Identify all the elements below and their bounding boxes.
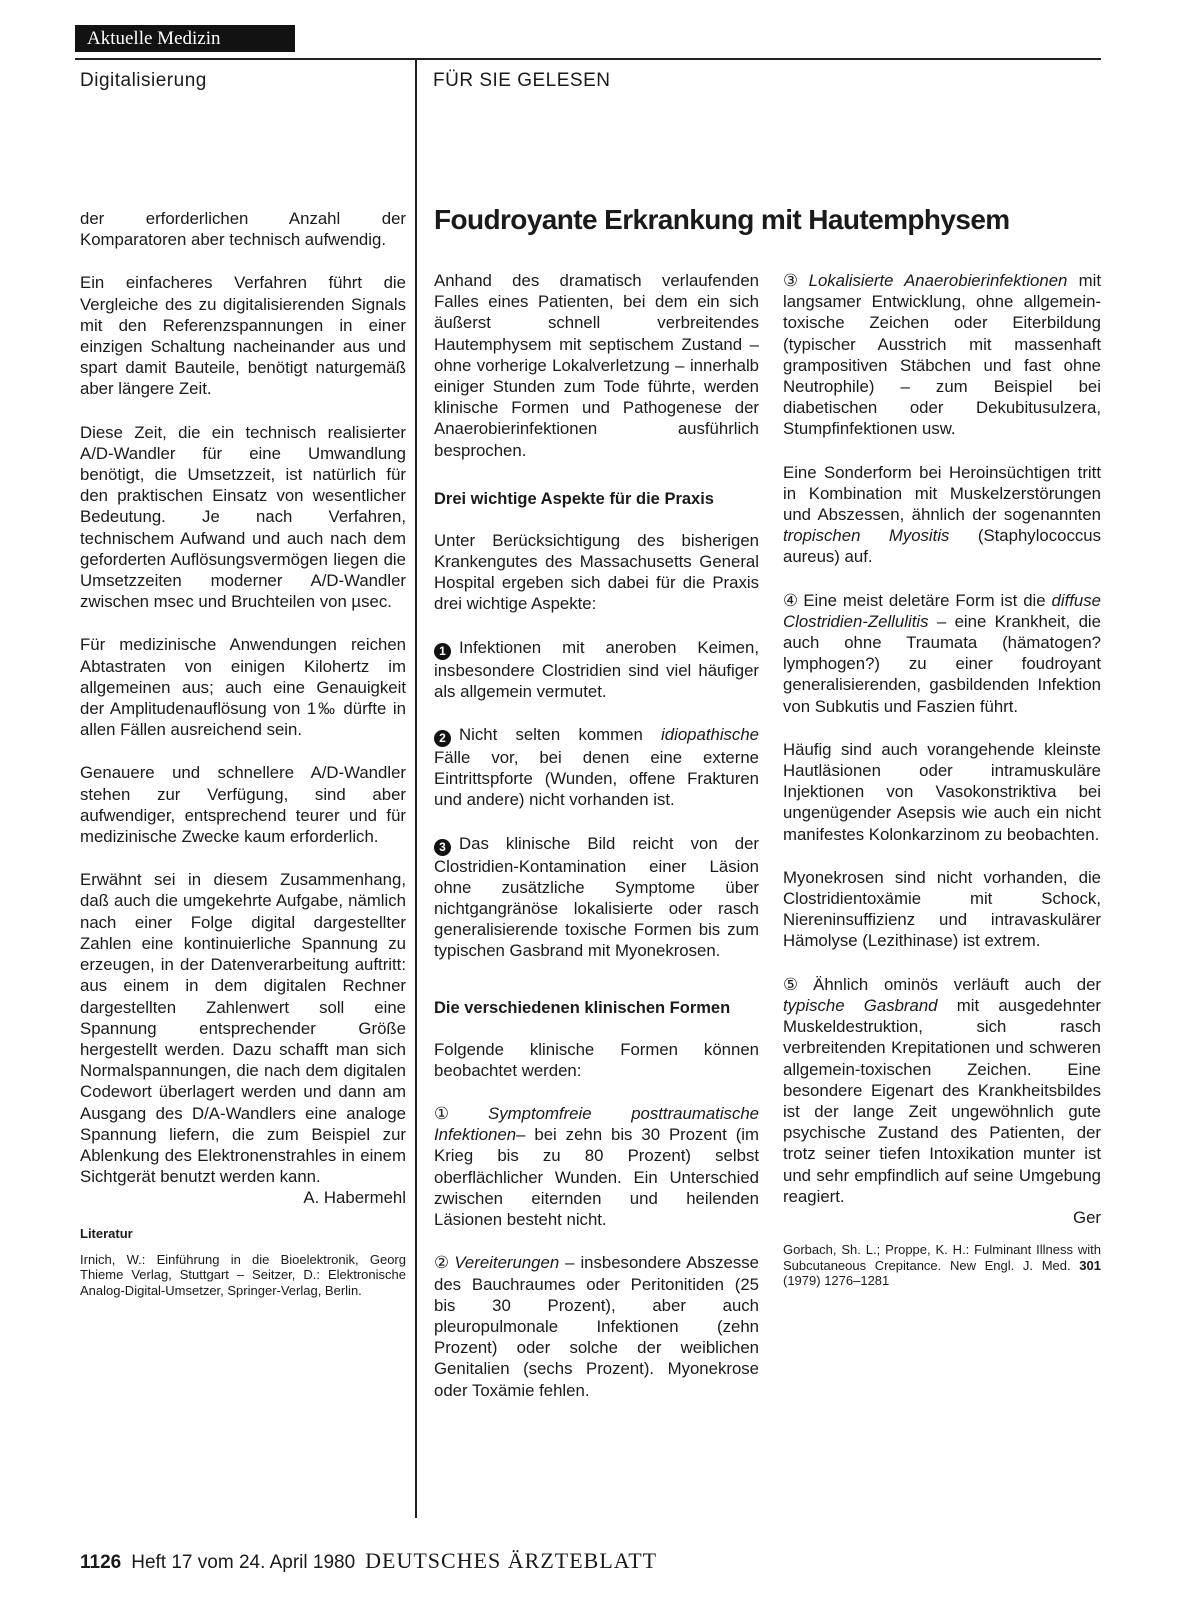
aspect-item-3: 3 Das klinische Bild reicht von der Clostridien-Kontamination einer Läsion ohne zusätzliche Symptome über nichtgangränöse lokalisierte oder rasch generalisierende toxische Formen bis zum typischen Gasbrand mit Myonekrosen. — [434, 833, 759, 961]
circled-number-icon: ④ — [783, 590, 800, 610]
paragraph: Erwähnt sei in diesem Zusammenhang, daß auch die umgekehrte Aufgabe, nämlich nach einer Folge digital dargestellter Zahlen eine kontinuierliche Spannung zu erzeugen, in der Datenverarbeitung auftritt: aus einem in dem digitalen Rechner dargestellten Zahlenwert soll eine Spannung entsprechender Größe hergestellt werden. Dazu schafft man sich Normalspannungen, die nach dem digitalen Codewort überlagert werden und dann am Ausgang des D/A-Wandlers eine analoge Spannung liefern, die zum Beispiel zur Ablenkung des Elektronenstrahles in einem Sichtgerät benutzt werden kann. — [80, 870, 406, 1187]
article-column-2 — [783, 270, 1101, 1311]
literature-heading: Literatur — [80, 1225, 133, 1241]
form-item-1: ① Symptomfreie posttraumatische Infektionen– bei zehn bis 30 Prozent (im Krieg bis zu 80 Prozent) selbst oberflächlicher Wunden. Ein Unterschied zwischen eiternden und heilenden Läsionen besteht nicht. — [434, 1104, 760, 1230]
subheading-forms: Die verschiedenen klinischen Formen — [434, 998, 731, 1017]
form-item-5: ⑤ Ähnlich ominös verläuft auch der typische Gasbrand mit ausgedehnter Muskeldestruktion, sich rasch verbreitenden Krepitationen und schweren allgemein-toxischen Zeichen. Eine besondere Eigenart des Krankheitsbildes ist der lange Zeit ungewöhnlich gute psychische Zustand des Patienten, der trotz seiner tiefen Intoxikation munter ist und sehr empfindlich auf seine Umgebung reagiert. — [783, 974, 1102, 1206]
journal-name: DEUTSCHES ÄRZTEBLATT — [365, 1548, 658, 1573]
paragraph: Myonekrosen sind nicht vorhanden, die Clostridientoxämie mit Schock, Niereninsuffizienz und intravaskulärer Hämolyse (Lezithinase) ist extrem. — [783, 867, 1101, 951]
circled-number-icon: ③ — [783, 271, 805, 290]
literature-text: Irnich, W.: Einführung in die Bioelektronik, Georg Thieme Verlag, Stuttgart – Seitzer, D.: Elektronische Analog-Digital-Umsetzer, Springer-Verlag, Berlin. — [80, 1251, 406, 1298]
paragraph: Genauere und schnellere A/D-Wandler stehen zur Verfügung, sind aber aufwendiger, entsprechend teurer und für medizinische Zwecke kaum erforderlich. — [80, 763, 406, 847]
bullet-number-icon: 2 — [434, 730, 451, 747]
column-digitalisierung — [80, 208, 406, 1320]
subheading-aspects: Drei wichtige Aspekte für die Praxis — [434, 489, 714, 508]
circled-number-icon: ① — [434, 1104, 485, 1124]
form-item-2: ② Vereiterungen – insbesondere Abszesse des Bauchraumes oder Peritonitiden (25 bis 30 Prozent), aber auch pleuropulmonale Infektionen (zehn Prozent) oder solche der weiblichen Genitalien (sechs Prozent). Myonekrose oder Toxämie fehlen. — [434, 1253, 759, 1400]
article-column-1 — [434, 270, 759, 1401]
aspect-item-1: 1 Infektionen mit aneroben Keimen, insbesondere Clostridien sind viel häufiger als allgemein vermutet. — [434, 637, 759, 701]
reference-citation: Gorbach, Sh. L.; Proppe, K. H.: Fulminant Illness with Subcutaneous Crepitance. New Engl. J. Med. 301 (1979) 1276–1281 — [783, 1242, 1101, 1289]
circled-number-icon: ② — [434, 1253, 451, 1273]
article-signature: Ger — [1073, 1207, 1101, 1227]
article-headline: Foudroyante Erkrankung mit Hautemphysem — [434, 204, 1010, 235]
paragraph: Diese Zeit, die ein technisch realisierter A/D-Wandler für eine Umwandlung benötigt, die Umsetzzeit, ist natürlich für den praktischen Einsatz von wesentlicher Bedeutung. Je nach Verfahren, technischem Aufwand und auch nach dem geforderten Auflösungsvermögen liegen die Umsetzzeiten moderner A/D-Wandler zwischen msec und Bruchteilen von µsec. — [80, 422, 406, 612]
page-number: 1126 — [80, 1552, 122, 1573]
intro-paragraph: Anhand des dramatisch verlaufenden Falles eines Patienten, bei dem ein sich äußerst schnell verbreitendes Hautemphysem mit septischem Zustand – ohne vorherige Lokalverletzung – innerhalb einiger Stunden zum Tode führte, werden klinische Formen und Pathogenese der Anaerobierinfektionen ausführlich besprochen. — [434, 271, 759, 460]
section-title-right: FÜR SIE GELESEN — [433, 70, 611, 91]
form-item-4: ④ Eine meist deletäre Form ist die diffuse Clostridien-Zellulitis – eine Krankheit, die auch ohne Traumata (hämatogen? lymphogen?) zu einer foudroyant generalisierenden, gasbildenden Infektion von Subkutis und Faszien führt. — [783, 590, 1101, 716]
issue-date: Heft 17 vom 24. April 1980 — [131, 1552, 356, 1573]
paragraph: Ein einfacheres Verfahren führt die Vergleiche des zu digitalisierenden Signals mit den Referenzspannungen in einer einzigen Schaltung nacheinander aus und spart damit Bauteile, benötigt naturgemäß aber längere Zeit. — [80, 273, 406, 399]
author-line — [80, 1187, 406, 1208]
circled-number-icon: ⑤ — [783, 974, 810, 994]
section-title-left: Digitalisierung — [80, 70, 207, 91]
section-tag: Aktuelle Medizin — [75, 25, 295, 52]
page-footer — [80, 1548, 657, 1574]
bullet-number-icon: 3 — [434, 839, 451, 856]
paragraph: der erforderlichen Anzahl der Komparatoren aber technisch aufwendig. — [80, 209, 406, 250]
form-item-3: ③ Lokalisierte Anaerobierinfektionen mit langsamer Entwicklung, ohne allgemein-toxische Zeichen oder Eiterbildung (typischer Ausstrich mit massenhaft grampositiven Stäbchen und fast ohne Neutrophile) – zum Beispiel bei diabetischen oder Dekubitusulzera, Stumpfinfektionen usw. — [783, 271, 1101, 439]
paragraph: Unter Berücksichtigung des bisherigen Krankengutes des Massachusetts General Hospital ergeben sich dabei für die Praxis drei wichtige Aspekte: — [434, 530, 759, 614]
paragraph: Häufig sind auch vorangehende kleinste Hautläsionen oder intramuskuläre Injektionen von Vasokonstriktiva bei ungenügender Asepsis wie auch ein nicht manifestes Kolonkarzinom zu beobachten. — [783, 739, 1101, 844]
article-signature-line — [783, 1207, 1101, 1228]
paragraph: Folgende klinische Formen können beobachtet werden: — [434, 1039, 759, 1080]
aspect-item-2: 2 Nicht selten kommen idiopathische Fälle vor, bei denen eine externe Eintrittspforte (Wunden, offene Frakturen und andere) nicht vorhanden ist. — [434, 725, 759, 810]
top-rule — [75, 58, 1101, 60]
bullet-number-icon: 1 — [434, 643, 451, 660]
author-signature: A. Habermehl — [303, 1188, 406, 1208]
paragraph: Eine Sonderform bei Heroinsüchtigen tritt in Kombination mit Muskelzerstörungen und Abszessen, ähnlich der sogenannten tropischen Myositis (Staphylococcus aureus) auf. — [783, 462, 1101, 567]
paragraph: Für medizinische Anwendungen reichen Abtastraten von einigen Kilohertz im allgemeinen aus; auch eine Genauigkeit der Amplitudenauflösung von 1‰ dürfte in allen Fällen ausreichend sein. — [80, 635, 406, 740]
column-divider — [415, 58, 417, 1518]
